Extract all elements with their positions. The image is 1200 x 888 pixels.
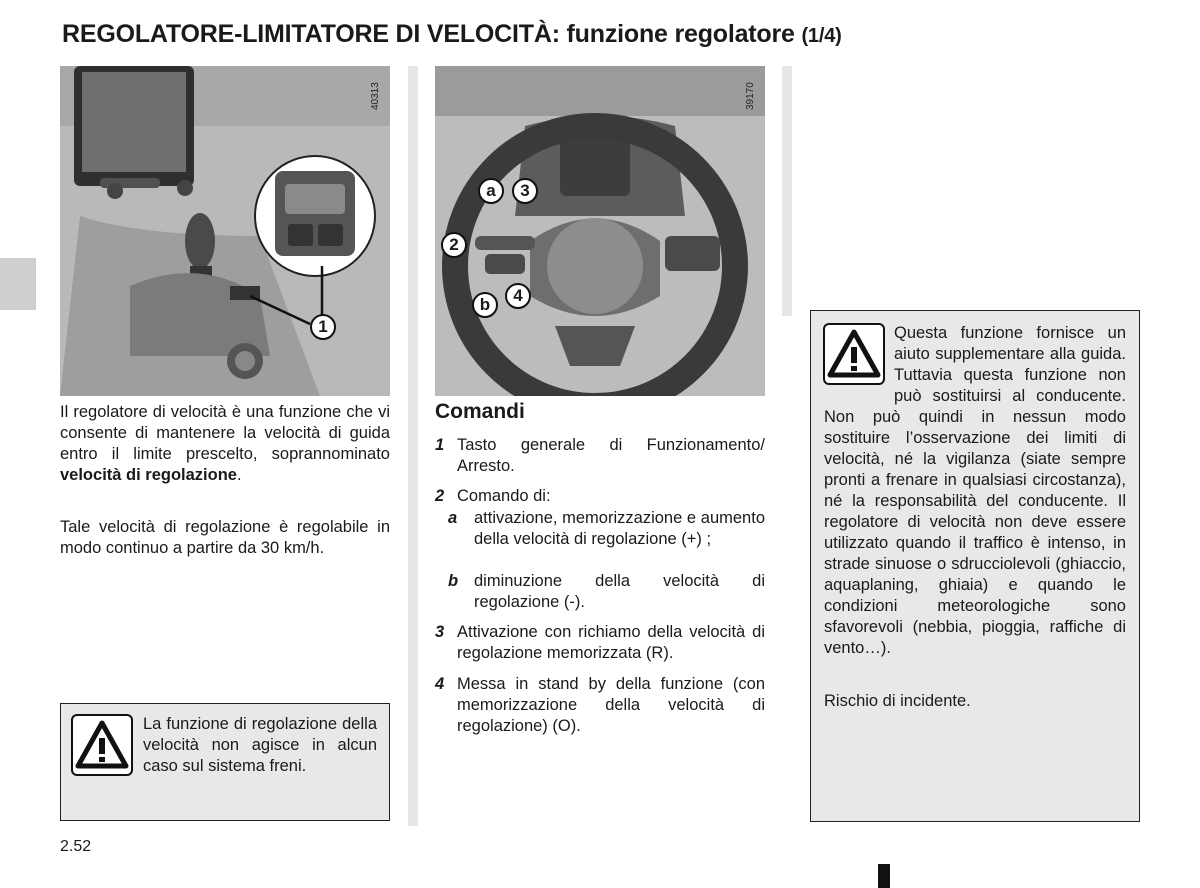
callout-3: 3 (512, 178, 538, 204)
column-divider (782, 66, 792, 316)
controls-heading: Comandi (435, 400, 525, 423)
callout-4: 4 (505, 283, 531, 309)
section-tab (0, 258, 36, 310)
control-item-1: 1 Tasto generale di Funzionamento/ Arresto. (435, 436, 765, 475)
control-item-2: 2 Comando di: (435, 487, 551, 505)
speed-range-paragraph: Tale velocità di regolazione è regolabile in modo continuo a partire da 30 km/h. (60, 518, 390, 557)
figure-code: 40313 (370, 82, 381, 110)
control-item-4: 4 Messa in stand by della funzione (con memorizzazione della velocità di regolazione) (O). (435, 675, 765, 735)
title-suffix: (1/4) (801, 25, 842, 47)
accident-risk-text: Rischio di incidente. (824, 692, 971, 710)
control-item-3: 3 Attivazione con richiamo della velocità di regolazione memorizzata (R). (435, 623, 765, 662)
warning-icon (71, 714, 133, 776)
intro-paragraph: Il regolatore di velocità è una funzione che vi consente di mantenere la velocità di guida entro il limite prescelto, soprannominato velocità di regolazione. (60, 403, 390, 484)
column-divider (408, 66, 418, 826)
cruise-warning-box (810, 310, 1140, 822)
title-main: REGOLATORE-LIMITATORE DI VELOCITÀ: funzione regolatore (62, 20, 795, 48)
cruise-warning-text: Questa funzione fornisce un aiuto supplementare alla guida. Tuttavia questa funzione non può sostituirsi al conducente. Non può quindi in nessun modo sostituire l’osservazione dei limiti di velocità, né la vigilanza (siate sempre pronti a frenare in qualsiasi circostanza), né la responsabilità del conducente. Il regolatore di velocità non deve essere utilizzato quando il traffico è intenso, in strade sinuose o sdrucciolevoli (ghiaccio, aquaplaning, ghiaia) e quando le condizioni meteorologiche sono sfavorevoli (nebbia, pioggia, raffiche di vento…). (824, 324, 1126, 657)
control-item-b: b diminuzione della velocità di regolazione (-). (448, 572, 765, 611)
page-number: 2.52 (60, 838, 92, 855)
brake-warning-box (60, 703, 390, 821)
control-item-a: a attivazione, memorizzazione e aumento della velocità di regolazione (+) ; (448, 509, 765, 548)
callout-a: a (478, 178, 504, 204)
page-title (62, 20, 842, 49)
brake-warning-text: La funzione di regolazione della velocità non agisce in alcun caso sul sistema freni. (143, 715, 377, 775)
callout-b: b (472, 292, 498, 318)
steering-wheel-photo (435, 66, 765, 396)
console-photo (60, 66, 390, 396)
callout-1: 1 (310, 314, 336, 340)
callout-2: 2 (441, 232, 467, 258)
page-edge-mark (878, 864, 890, 888)
figure-code: 39170 (745, 82, 756, 110)
